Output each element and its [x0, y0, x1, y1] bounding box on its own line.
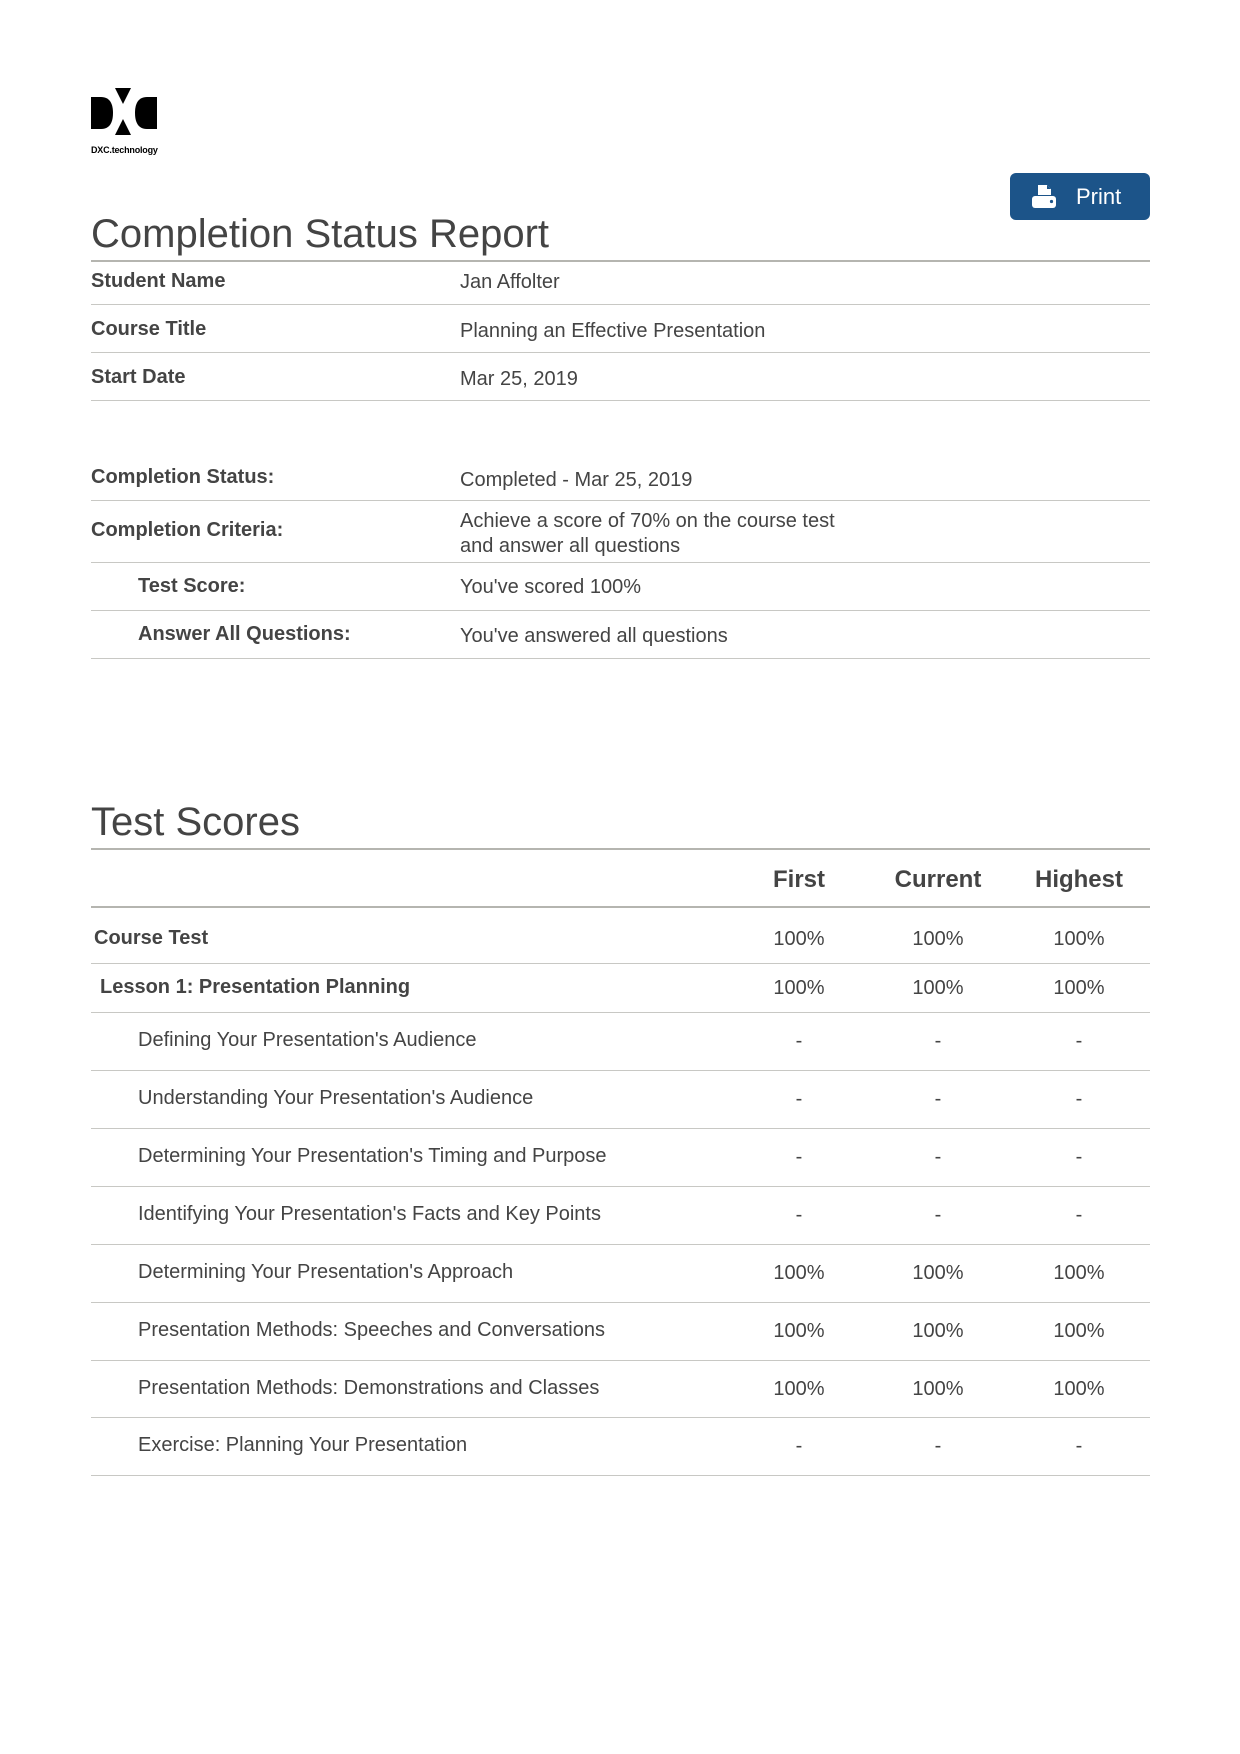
test-score-value: You've scored 100% — [460, 576, 641, 598]
completion-status-value: Completed - Mar 25, 2019 — [460, 469, 693, 491]
test-scores-title: Test Scores — [91, 800, 300, 844]
score-current: - — [934, 1435, 942, 1457]
score-current: - — [934, 1204, 942, 1226]
divider — [91, 562, 1150, 563]
score-current: 100% — [912, 1378, 964, 1400]
logo-wordmark: DXC.technology — [91, 145, 158, 155]
start-date-value: Mar 25, 2019 — [460, 368, 578, 390]
table-row — [91, 1360, 1150, 1417]
score-highest: - — [1075, 1435, 1083, 1457]
completion-criteria-line-2: and answer all questions — [460, 535, 681, 557]
score-highest: 100% — [1053, 928, 1105, 950]
print-button[interactable] — [1010, 173, 1150, 220]
score-current: - — [934, 1088, 942, 1110]
table-row — [91, 1244, 1150, 1302]
table-row — [91, 1186, 1150, 1244]
score-first: 100% — [773, 1320, 825, 1342]
divider — [91, 500, 1150, 501]
score-current: 100% — [912, 1320, 964, 1342]
test-score-label: Test Score: — [138, 575, 246, 597]
row-name: Lesson 1: Presentation Planning — [100, 976, 411, 998]
table-row — [91, 1417, 1150, 1475]
divider — [91, 304, 1150, 305]
score-highest: 100% — [1053, 1320, 1105, 1342]
row-name: Presentation Methods: Speeches and Conversations — [138, 1319, 605, 1341]
score-first: - — [795, 1146, 803, 1168]
score-current: 100% — [912, 928, 964, 950]
completion-criteria-label: Completion Criteria: — [91, 519, 284, 541]
table-row — [91, 1128, 1150, 1186]
score-first: - — [795, 1204, 803, 1226]
score-current: - — [934, 1030, 942, 1052]
score-highest: - — [1075, 1088, 1083, 1110]
score-highest: - — [1075, 1146, 1083, 1168]
row-name: Determining Your Presentation's Approach — [138, 1261, 514, 1283]
row-name: Exercise: Planning Your Presentation — [138, 1434, 468, 1456]
row-name: Understanding Your Presentation's Audience — [138, 1087, 534, 1109]
divider — [91, 260, 1150, 262]
print-label: Print — [1076, 183, 1122, 209]
divider — [91, 658, 1150, 659]
row-name: Determining Your Presentation's Timing and Purpose — [138, 1145, 607, 1167]
table-row — [91, 1012, 1150, 1070]
score-first: - — [795, 1435, 803, 1457]
student-name-label: Student Name — [91, 270, 226, 292]
score-highest: - — [1075, 1204, 1083, 1226]
row-name: Defining Your Presentation's Audience — [138, 1029, 477, 1051]
score-highest: 100% — [1053, 977, 1105, 999]
column-header-highest: Highest — [1034, 866, 1123, 893]
student-name-value: Jan Affolter — [460, 271, 560, 293]
answer-all-label: Answer All Questions: — [138, 623, 351, 645]
row-name: Identifying Your Presentation's Facts and Key Points — [138, 1203, 601, 1225]
dxc-logo — [91, 88, 161, 158]
score-highest: 100% — [1053, 1378, 1105, 1400]
score-first: 100% — [773, 1262, 825, 1284]
score-current: 100% — [912, 1262, 964, 1284]
divider — [91, 610, 1150, 611]
row-name: Presentation Methods: Demonstrations and Classes — [138, 1377, 600, 1399]
score-highest: - — [1075, 1030, 1083, 1052]
divider — [91, 400, 1150, 401]
score-current: - — [934, 1146, 942, 1168]
divider — [91, 352, 1150, 353]
printer-icon — [1031, 184, 1057, 210]
course-title-value: Planning an Effective Presentation — [460, 320, 766, 342]
score-first: 100% — [773, 977, 825, 999]
score-first: 100% — [773, 1378, 825, 1400]
score-current: 100% — [912, 977, 964, 999]
divider — [91, 848, 1150, 850]
start-date-label: Start Date — [91, 366, 186, 388]
column-header-first: First — [772, 866, 825, 893]
divider — [91, 906, 1150, 908]
score-highest: 100% — [1053, 1262, 1105, 1284]
score-first: 100% — [773, 928, 825, 950]
row-divider — [91, 1475, 1150, 1476]
table-row — [91, 914, 1150, 963]
score-first: - — [795, 1030, 803, 1052]
row-name: Course Test — [94, 927, 209, 949]
column-header-current: Current — [894, 866, 982, 893]
score-first: - — [795, 1088, 803, 1110]
table-row — [91, 1070, 1150, 1128]
answer-all-value: You've answered all questions — [460, 625, 728, 647]
course-title-label: Course Title — [91, 318, 207, 340]
report-title: Completion Status Report — [91, 212, 550, 256]
table-row — [91, 1302, 1150, 1360]
completion-status-label: Completion Status: — [91, 466, 275, 488]
table-row — [91, 963, 1150, 1012]
dxc-logo-mark — [91, 88, 157, 140]
completion-criteria-line-1: Achieve a score of 70% on the course test — [460, 510, 835, 532]
